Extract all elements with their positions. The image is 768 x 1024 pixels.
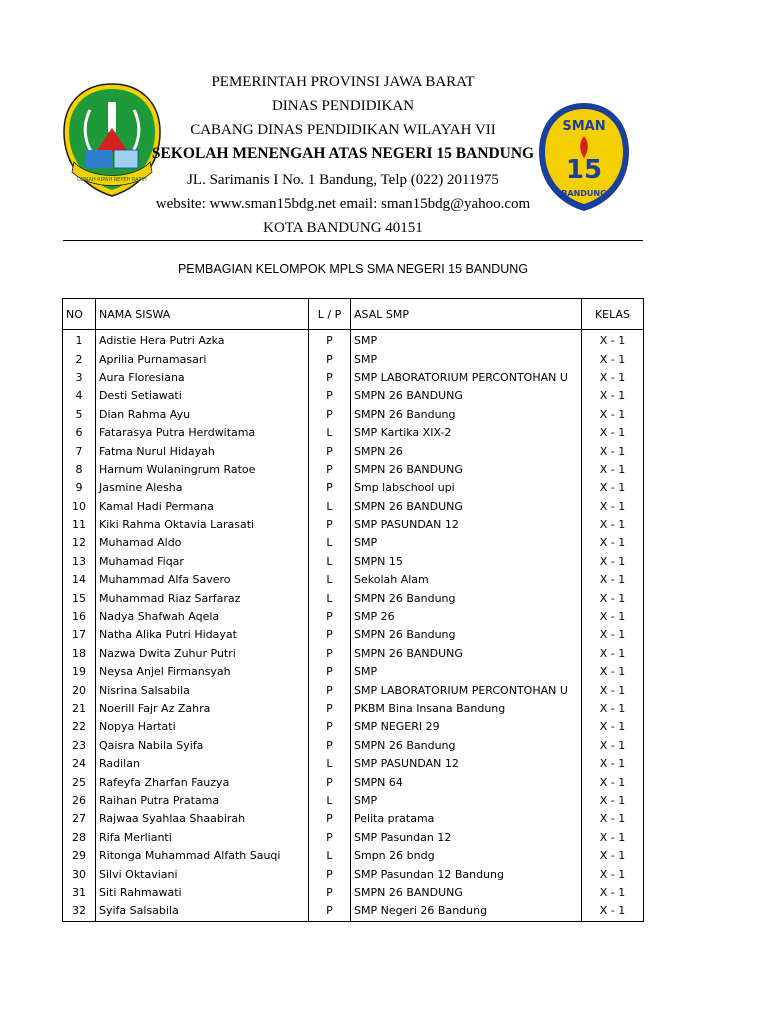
cell-nama-siswa: Neysa Anjel Firmansyah xyxy=(96,663,309,681)
table-row xyxy=(63,737,644,755)
cell-kelas: X - 1 xyxy=(582,387,644,405)
cell-nama-siswa: Radilan xyxy=(96,755,309,773)
table-row xyxy=(63,387,644,405)
cell-nama-siswa: Adistie Hera Putri Azka xyxy=(96,330,309,351)
header-lp: L / P xyxy=(309,299,351,330)
cell-kelas: X - 1 xyxy=(582,330,644,351)
letterhead-divider xyxy=(63,240,643,241)
cell-asal-smp: SMPN 26 Bandung xyxy=(351,589,582,607)
cell-no: 7 xyxy=(63,442,96,460)
cell-asal-smp: SMP xyxy=(351,350,582,368)
cell-asal-smp: PKBM Bina Insana Bandung xyxy=(351,700,582,718)
cell-asal-smp: SMP xyxy=(351,792,582,810)
table-row xyxy=(63,626,644,644)
letterhead-department: DINAS PENDIDIKAN xyxy=(271,98,415,114)
header-nama-siswa: NAMA SISWA xyxy=(96,299,309,330)
table-row xyxy=(63,663,644,681)
cell-no: 18 xyxy=(63,645,96,663)
cell-lp: P xyxy=(309,461,351,479)
cell-no: 14 xyxy=(63,571,96,589)
cell-lp: L xyxy=(309,589,351,607)
logo-right-bottom-text: BANDUNG xyxy=(561,189,607,198)
table-row xyxy=(63,773,644,791)
cell-no: 4 xyxy=(63,387,96,405)
table-row xyxy=(63,810,644,828)
cell-no: 15 xyxy=(63,589,96,607)
cell-nama-siswa: Desti Setiawati xyxy=(96,387,309,405)
cell-nama-siswa: Nopya Hartati xyxy=(96,718,309,736)
cell-nama-siswa: Harnum Wulaningrum Ratoe xyxy=(96,461,309,479)
cell-no: 22 xyxy=(63,718,96,736)
document-title: PEMBAGIAN KELOMPOK MPLS SMA NEGERI 15 BANDUNG xyxy=(177,262,529,276)
cell-asal-smp: SMP NEGERI 29 xyxy=(351,718,582,736)
cell-lp: P xyxy=(309,773,351,791)
logo-right-number: 15 xyxy=(565,155,603,185)
cell-asal-smp: SMP Pasundan 12 Bandung xyxy=(351,865,582,883)
cell-asal-smp: SMP PASUNDAN 12 xyxy=(351,755,582,773)
cell-lp: P xyxy=(309,718,351,736)
table-row xyxy=(63,516,644,534)
table-row xyxy=(63,755,644,773)
cell-nama-siswa: Nadya Shafwah Aqela xyxy=(96,608,309,626)
header-kelas: KELAS xyxy=(582,299,644,330)
cell-nama-siswa: Rifa Merlianti xyxy=(96,829,309,847)
logo-right-top-text: SMAN xyxy=(562,119,606,134)
cell-asal-smp: SMP LABORATORIUM PERCONTOHAN U xyxy=(351,681,582,699)
table-row xyxy=(63,645,644,663)
cell-kelas: X - 1 xyxy=(582,773,644,791)
cell-lp: L xyxy=(309,792,351,810)
table-row xyxy=(63,479,644,497)
cell-lp: P xyxy=(309,810,351,828)
cell-kelas: X - 1 xyxy=(582,553,644,571)
table-row xyxy=(63,608,644,626)
table-row xyxy=(63,553,644,571)
letterhead-website-email: website: www.sman15bdg.net email: sman15bdg@yahoo.com xyxy=(155,196,531,212)
cell-kelas: X - 1 xyxy=(582,424,644,442)
cell-kelas: X - 1 xyxy=(582,479,644,497)
cell-asal-smp: SMP Pasundan 12 xyxy=(351,829,582,847)
cell-lp: P xyxy=(309,663,351,681)
cell-no: 12 xyxy=(63,534,96,552)
cell-nama-siswa: Jasmine Alesha xyxy=(96,479,309,497)
cell-asal-smp: Smp labschool upi xyxy=(351,479,582,497)
cell-lp: P xyxy=(309,442,351,460)
cell-asal-smp: SMPN 15 xyxy=(351,553,582,571)
cell-asal-smp: SMP 26 xyxy=(351,608,582,626)
cell-lp: P xyxy=(309,681,351,699)
cell-nama-siswa: Muhammad Alfa Savero xyxy=(96,571,309,589)
table-row xyxy=(63,461,644,479)
cell-nama-siswa: Rafeyfa Zharfan Fauzya xyxy=(96,773,309,791)
cell-kelas: X - 1 xyxy=(582,718,644,736)
cell-no: 1 xyxy=(63,330,96,351)
cell-nama-siswa: Aura Floresiana xyxy=(96,369,309,387)
cell-asal-smp: SMP xyxy=(351,330,582,351)
cell-no: 30 xyxy=(63,865,96,883)
cell-kelas: X - 1 xyxy=(582,626,644,644)
cell-asal-smp: SMPN 26 BANDUNG xyxy=(351,387,582,405)
cell-asal-smp: SMPN 26 Bandung xyxy=(351,737,582,755)
cell-nama-siswa: Noerill Fajr Az Zahra xyxy=(96,700,309,718)
table-row xyxy=(63,718,644,736)
cell-nama-siswa: Muhamad Fiqar xyxy=(96,553,309,571)
cell-no: 29 xyxy=(63,847,96,865)
cell-kelas: X - 1 xyxy=(582,700,644,718)
cell-kelas: X - 1 xyxy=(582,442,644,460)
cell-no: 11 xyxy=(63,516,96,534)
cell-kelas: X - 1 xyxy=(582,645,644,663)
cell-no: 6 xyxy=(63,424,96,442)
cell-no: 20 xyxy=(63,681,96,699)
cell-nama-siswa: Raihan Putra Pratama xyxy=(96,792,309,810)
cell-lp: P xyxy=(309,865,351,883)
cell-no: 24 xyxy=(63,755,96,773)
cell-nama-siswa: Nisrina Salsabila xyxy=(96,681,309,699)
cell-lp: L xyxy=(309,847,351,865)
cell-nama-siswa: Muhammad Riaz Sarfaraz xyxy=(96,589,309,607)
cell-kelas: X - 1 xyxy=(582,516,644,534)
table-row xyxy=(63,406,644,424)
cell-no: 2 xyxy=(63,350,96,368)
cell-lp: P xyxy=(309,737,351,755)
cell-kelas: X - 1 xyxy=(582,571,644,589)
table-row xyxy=(63,829,644,847)
cell-asal-smp: SMP xyxy=(351,534,582,552)
cell-lp: P xyxy=(309,330,351,351)
cell-lp: P xyxy=(309,387,351,405)
cell-no: 26 xyxy=(63,792,96,810)
cell-kelas: X - 1 xyxy=(582,847,644,865)
cell-lp: L xyxy=(309,498,351,516)
cell-lp: P xyxy=(309,700,351,718)
cell-nama-siswa: Siti Rahmawati xyxy=(96,884,309,902)
cell-nama-siswa: Syifa Salsabila xyxy=(96,902,309,921)
cell-lp: P xyxy=(309,829,351,847)
cell-nama-siswa: Qaisra Nabila Syifa xyxy=(96,737,309,755)
cell-lp: P xyxy=(309,884,351,902)
cell-kelas: X - 1 xyxy=(582,810,644,828)
cell-kelas: X - 1 xyxy=(582,884,644,902)
cell-no: 13 xyxy=(63,553,96,571)
cell-kelas: X - 1 xyxy=(582,663,644,681)
cell-no: 19 xyxy=(63,663,96,681)
table-row xyxy=(63,442,644,460)
table-row xyxy=(63,902,644,921)
table-row xyxy=(63,681,644,699)
table-row xyxy=(63,571,644,589)
cell-lp: L xyxy=(309,553,351,571)
cell-nama-siswa: Dian Rahma Ayu xyxy=(96,406,309,424)
cell-kelas: X - 1 xyxy=(582,829,644,847)
cell-asal-smp: Sekolah Alam xyxy=(351,571,582,589)
cell-asal-smp: SMP LABORATORIUM PERCONTOHAN U xyxy=(351,369,582,387)
cell-nama-siswa: Aprilia Purnamasari xyxy=(96,350,309,368)
cell-no: 5 xyxy=(63,406,96,424)
letterhead-province: PEMERINTAH PROVINSI JAWA BARAT xyxy=(211,74,475,90)
table-body xyxy=(63,330,644,922)
table-row xyxy=(63,498,644,516)
cell-no: 21 xyxy=(63,700,96,718)
cell-no: 17 xyxy=(63,626,96,644)
cell-nama-siswa: Kiki Rahma Oktavia Larasati xyxy=(96,516,309,534)
cell-nama-siswa: Nazwa Dwita Zuhur Putri xyxy=(96,645,309,663)
cell-no: 10 xyxy=(63,498,96,516)
cell-asal-smp: SMPN 26 BANDUNG xyxy=(351,461,582,479)
cell-kelas: X - 1 xyxy=(582,534,644,552)
letterhead-branch: CABANG DINAS PENDIDIKAN WILAYAH VII xyxy=(190,122,496,138)
header-asal-smp: ASAL SMP xyxy=(351,299,582,330)
table-row xyxy=(63,847,644,865)
cell-no: 31 xyxy=(63,884,96,902)
cell-lp: P xyxy=(309,479,351,497)
cell-kelas: X - 1 xyxy=(582,350,644,368)
cell-nama-siswa: Natha Alika Putri Hidayat xyxy=(96,626,309,644)
cell-asal-smp: SMPN 26 BANDUNG xyxy=(351,645,582,663)
cell-lp: P xyxy=(309,645,351,663)
cell-kelas: X - 1 xyxy=(582,406,644,424)
cell-asal-smp: SMPN 26 BANDUNG xyxy=(351,884,582,902)
cell-kelas: X - 1 xyxy=(582,865,644,883)
cell-lp: P xyxy=(309,369,351,387)
cell-lp: L xyxy=(309,755,351,773)
cell-no: 25 xyxy=(63,773,96,791)
cell-no: 27 xyxy=(63,810,96,828)
cell-asal-smp: SMP PASUNDAN 12 xyxy=(351,516,582,534)
cell-kelas: X - 1 xyxy=(582,792,644,810)
cell-kelas: X - 1 xyxy=(582,737,644,755)
cell-no: 8 xyxy=(63,461,96,479)
table-row xyxy=(63,369,644,387)
cell-no: 28 xyxy=(63,829,96,847)
table-row xyxy=(63,792,644,810)
student-group-table xyxy=(62,298,644,922)
table-row xyxy=(63,865,644,883)
cell-kelas: X - 1 xyxy=(582,755,644,773)
cell-no: 16 xyxy=(63,608,96,626)
cell-kelas: X - 1 xyxy=(582,461,644,479)
table-row xyxy=(63,424,644,442)
cell-lp: P xyxy=(309,608,351,626)
letterhead-school-name: SEKOLAH MENENGAH ATAS NEGERI 15 BANDUNG xyxy=(151,145,535,162)
cell-kelas: X - 1 xyxy=(582,608,644,626)
table-header-row xyxy=(63,299,644,330)
table-row xyxy=(63,534,644,552)
cell-no: 9 xyxy=(63,479,96,497)
cell-no: 32 xyxy=(63,902,96,921)
cell-no: 3 xyxy=(63,369,96,387)
letterhead-city: KOTA BANDUNG 40151 xyxy=(263,220,423,236)
header-no: NO xyxy=(63,299,96,330)
cell-lp: L xyxy=(309,424,351,442)
cell-nama-siswa: Rajwaa Syahlaa Shaabirah xyxy=(96,810,309,828)
cell-lp: P xyxy=(309,516,351,534)
cell-asal-smp: SMPN 64 xyxy=(351,773,582,791)
cell-kelas: X - 1 xyxy=(582,681,644,699)
cell-no: 23 xyxy=(63,737,96,755)
cell-asal-smp: Smpn 26 bndg xyxy=(351,847,582,865)
cell-nama-siswa: Kamal Hadi Permana xyxy=(96,498,309,516)
cell-nama-siswa: Muhamad Aldo xyxy=(96,534,309,552)
cell-asal-smp: SMP Kartika XIX-2 xyxy=(351,424,582,442)
cell-lp: P xyxy=(309,350,351,368)
table-row xyxy=(63,350,644,368)
cell-asal-smp: SMP Negeri 26 Bandung xyxy=(351,902,582,921)
cell-asal-smp: SMPN 26 xyxy=(351,442,582,460)
cell-lp: P xyxy=(309,626,351,644)
cell-lp: L xyxy=(309,571,351,589)
letterhead xyxy=(0,0,768,245)
cell-asal-smp: SMPN 26 BANDUNG xyxy=(351,498,582,516)
cell-asal-smp: SMPN 26 Bandung xyxy=(351,406,582,424)
cell-asal-smp: Pelita pratama xyxy=(351,810,582,828)
table-row xyxy=(63,884,644,902)
cell-nama-siswa: Silvi Oktaviani xyxy=(96,865,309,883)
cell-asal-smp: SMPN 26 Bandung xyxy=(351,626,582,644)
cell-nama-siswa: Fatarasya Putra Herdwitama xyxy=(96,424,309,442)
cell-asal-smp: SMP xyxy=(351,663,582,681)
cell-lp: L xyxy=(309,534,351,552)
cell-kelas: X - 1 xyxy=(582,369,644,387)
cell-kelas: X - 1 xyxy=(582,498,644,516)
letterhead-address: JL. Sarimanis I No. 1 Bandung, Telp (022) 2011975 xyxy=(187,172,499,188)
table-row xyxy=(63,589,644,607)
table-row xyxy=(63,700,644,718)
cell-kelas: X - 1 xyxy=(582,589,644,607)
cell-nama-siswa: Fatma Nurul Hidayah xyxy=(96,442,309,460)
cell-nama-siswa: Ritonga Muhammad Alfath Sauqi xyxy=(96,847,309,865)
cell-kelas: X - 1 xyxy=(582,902,644,921)
cell-lp: P xyxy=(309,406,351,424)
cell-lp: P xyxy=(309,902,351,921)
logo-left-motto: GEMAH RIPAH REPEH RAPIH xyxy=(77,177,147,183)
sman15-logo xyxy=(536,100,632,214)
table-row xyxy=(63,330,644,351)
